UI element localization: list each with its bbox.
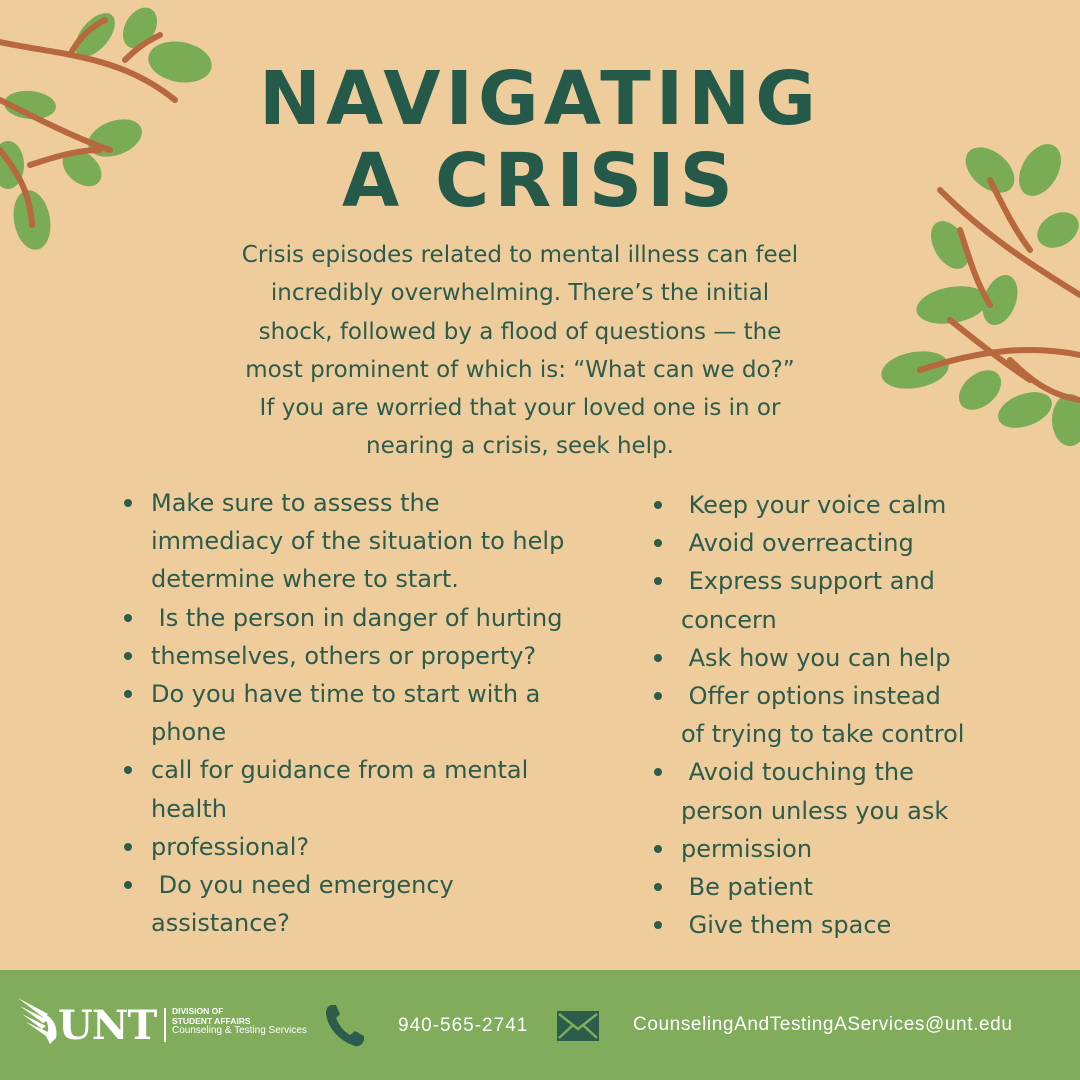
- list-item-continuation: health: [151, 794, 227, 823]
- list-item: call for guidance from a mental: [120, 751, 620, 789]
- list-item: Offer options instead: [650, 677, 1070, 715]
- support-tips-list: [650, 486, 1070, 944]
- intro-line: If you are worried that your loved one is in or: [259, 395, 781, 422]
- list-item-continuation: assistance?: [151, 909, 290, 938]
- list-item: Do you have time to start with a: [120, 675, 620, 713]
- list-item: Is the person in danger of hurting: [120, 599, 620, 637]
- phone-icon: [325, 1003, 365, 1047]
- intro-line: Crisis episodes related to mental illness can feel: [241, 242, 799, 268]
- assessment-list: [120, 484, 620, 942]
- intro-paragraph: [195, 236, 845, 466]
- list-item: Ask how you can help: [650, 639, 1070, 677]
- division-line: DIVISION OF: [172, 1006, 224, 1016]
- list-item: Do you need emergency: [120, 866, 620, 904]
- list-item: Keep your voice calm: [650, 486, 1070, 524]
- list-item-continuation: phone: [151, 718, 227, 747]
- intro-line: shock, followed by a flood of questions — the: [258, 318, 782, 345]
- logo-divider: [164, 1008, 166, 1042]
- list-item: professional?: [120, 828, 620, 866]
- email-address[interactable]: CounselingAndTestingAServices@unt.edu: [633, 1014, 1013, 1035]
- mail-icon: [556, 1010, 600, 1042]
- intro-line: most prominent of which is: “What can we do?”: [245, 356, 795, 383]
- title-line-2: A CRISIS: [342, 138, 738, 224]
- list-item: Make sure to assess the: [120, 484, 620, 522]
- list-item: Avoid overreacting: [650, 524, 1070, 562]
- division-line: Counseling & Testing Services: [172, 1025, 307, 1036]
- list-item-continuation: immediacy of the situation to help: [151, 527, 565, 556]
- list-item-continuation: of trying to take control: [681, 720, 965, 749]
- title-line-1: NAVIGATING: [259, 56, 821, 142]
- division-label: [172, 1006, 307, 1036]
- list-item-continuation: determine where to start.: [151, 565, 459, 594]
- unt-logo: [18, 1004, 318, 1064]
- list-item: permission: [650, 830, 1070, 868]
- page-title: [0, 58, 1080, 222]
- logo-wordmark: UNT: [58, 1002, 157, 1049]
- phone-number[interactable]: 940-565-2741: [398, 1015, 529, 1036]
- list-item-continuation: person unless you ask: [681, 796, 949, 825]
- list-item: themselves, others or property?: [120, 637, 620, 675]
- eagle-icon: [18, 996, 60, 1046]
- list-item: Give them space: [650, 906, 1070, 944]
- intro-line: incredibly overwhelming. There’s the initial: [270, 280, 770, 307]
- division-line: STUDENT AFFAIRS: [172, 1016, 251, 1026]
- list-item: Avoid touching the: [650, 753, 1070, 791]
- list-item: Be patient: [650, 868, 1070, 906]
- intro-line: nearing a crisis, seek help.: [366, 433, 674, 460]
- list-item: Express support and: [650, 562, 1070, 600]
- list-item-continuation: concern: [681, 605, 777, 634]
